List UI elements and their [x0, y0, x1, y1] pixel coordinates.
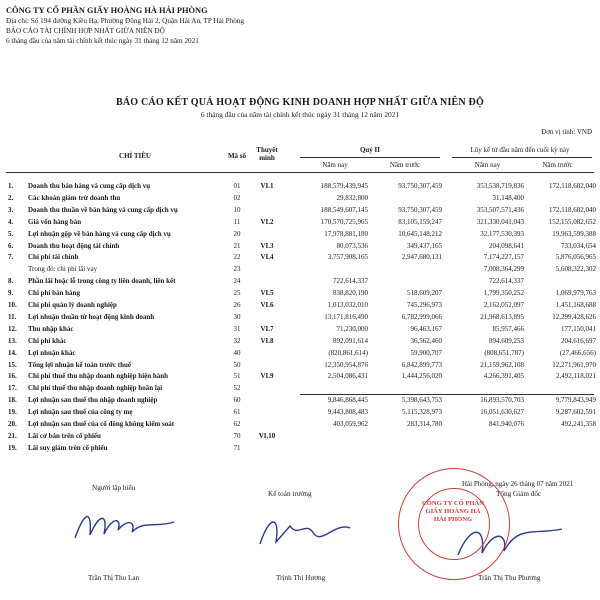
row-note: VI.10 [258, 431, 276, 440]
row-ytd-last-year: 12,271,961,970 [552, 360, 596, 369]
row-ytd-this-year: (808,651,787) [484, 348, 524, 357]
row-number: 10. [8, 301, 17, 309]
col-q-this-year: Năm nay [322, 161, 348, 169]
row-quarter-this-year: 9,846,868,445 [327, 396, 368, 405]
row-label: Chi phí khác [28, 336, 67, 345]
row-quarter-last-year: 349,437,165 [407, 241, 442, 250]
row-ytd-this-year: 21,159,962,108 [480, 360, 524, 369]
row-code: 61 [233, 408, 241, 417]
row-code: 62 [233, 420, 241, 428]
row-code: 60 [233, 396, 241, 405]
preparer-name: Trần Thị Thu Lan [88, 574, 140, 582]
row-ytd-this-year: 321,330,041,043 [476, 217, 524, 226]
sign-date: Hải Phòng, ngày 26 tháng 07 năm 2021 [462, 480, 574, 488]
row-ytd-last-year: 492,241,358 [561, 420, 596, 428]
row-ytd-this-year: 353,538,719,836 [476, 182, 524, 190]
row-ytd-this-year: 722,614,337 [489, 277, 524, 286]
row-quarter-this-year: 403,059,962 [333, 420, 368, 428]
row-number: 12. [8, 324, 17, 333]
row-quarter-last-year: 6,782,999,066 [401, 312, 442, 321]
col-code: Mã số [227, 152, 247, 160]
row-code: 71 [233, 443, 241, 452]
row-code: 50 [233, 360, 241, 369]
row-ytd-last-year: 1,069,979,763 [555, 289, 596, 298]
row-quarter-this-year: 2,504,086,431 [327, 372, 368, 381]
row-quarter-last-year: 93,750,307,459 [398, 182, 442, 190]
row-code: 26 [233, 301, 241, 309]
row-number: 7. [8, 253, 14, 262]
row-quarter-this-year: 12,350,954,876 [324, 360, 368, 369]
row-label: Chi phí tài chính [28, 253, 79, 262]
row-quarter-last-year: 518,609,207 [407, 289, 442, 298]
row-ytd-this-year: 353,507,571,436 [476, 205, 524, 214]
company-name: CÔNG TY CỔ PHẦN GIẤY HOÀNG HÀ HẢI PHÒNG [6, 6, 208, 15]
row-number: 20. [8, 420, 17, 428]
row-note: VI.2 [260, 217, 274, 226]
row-label: Giá vốn hàng bán [28, 217, 82, 226]
row-number: 3. [8, 205, 14, 214]
row-ytd-this-year: 85,957,466 [492, 324, 524, 333]
row-quarter-this-year: 3,757,908,165 [327, 253, 368, 262]
col-note: Thuyết minh [256, 146, 278, 162]
row-quarter-this-year: (820,861,614) [328, 348, 368, 357]
col-quarter: Quý II [359, 146, 381, 154]
director-title: Tổng Giám đốc [496, 490, 542, 498]
row-quarter-last-year: 283,314,780 [407, 420, 442, 428]
col-y-last-year: Năm trước [542, 161, 573, 169]
row-quarter-this-year: 722,614,337 [333, 277, 368, 286]
row-label: Lãi suy giảm trên cổ phiếu [28, 443, 108, 452]
row-number: 17. [8, 384, 17, 393]
row-number: 14. [8, 348, 17, 357]
row-quarter-this-year: 188,579,439,945 [320, 182, 368, 190]
row-number: 19. [8, 408, 17, 417]
row-quarter-this-year: 17,978,881,180 [324, 229, 368, 238]
row-ytd-this-year: 31,148,400 [492, 193, 524, 202]
row-code: 02 [233, 193, 241, 202]
row-quarter-last-year: 36,562,460 [410, 336, 442, 345]
row-label: Lợi nhuận sau thuế của công ty mẹ [28, 408, 133, 417]
row-label: Doanh thu bán hàng và cung cấp dịch vụ [28, 182, 151, 190]
col-y-this-year: Năm nay [474, 161, 501, 169]
col-ytd: Lũy kế từ đầu năm đến cuối kỳ này [470, 146, 570, 154]
row-label: Lợi nhuận thuần từ hoạt động kinh doanh [28, 312, 155, 321]
row-quarter-last-year: 2,947,680,131 [401, 253, 442, 262]
row-ytd-this-year: 21,968,613,895 [480, 312, 524, 321]
row-quarter-last-year: 83,105,159,247 [398, 217, 442, 226]
row-note: VI.3 [260, 241, 274, 250]
row-code: 31 [233, 324, 241, 333]
row-ytd-last-year: 1,451,168,688 [555, 301, 596, 309]
row-ytd-this-year: 2,162,052,097 [483, 301, 524, 309]
row-ytd-last-year: 12,299,428,626 [552, 312, 596, 321]
page-subtitle: 6 tháng đầu của năm tài chính kết thúc ngày 31 tháng 12 năm 2021 [200, 110, 400, 119]
row-quarter-this-year: 29,832,800 [336, 193, 368, 202]
row-number: 5. [8, 229, 14, 238]
accountant-signature [250, 508, 360, 553]
row-quarter-last-year: 96,463,167 [410, 324, 442, 333]
row-quarter-this-year: 838,820,190 [333, 289, 368, 298]
row-ytd-last-year: 9,779,843,949 [555, 396, 596, 405]
row-quarter-this-year: 170,570,725,965 [320, 217, 368, 226]
row-quarter-last-year: 5,398,643,753 [401, 396, 442, 405]
row-label: Doanh thu hoạt động tài chính [28, 241, 120, 250]
row-number: 13. [8, 336, 17, 345]
row-ytd-this-year: 16,893,570,703 [480, 396, 524, 405]
row-label: Lãi cơ bản trên cổ phiếu [28, 431, 101, 440]
row-quarter-last-year: 6,842,899,773 [401, 360, 442, 369]
row-number: 16. [8, 372, 17, 381]
currency-unit: Đơn vị tính: VND [541, 128, 592, 136]
divider [452, 157, 592, 158]
company-stamp-inner [418, 488, 490, 560]
row-code: 32 [233, 336, 241, 345]
row-label: Chi phí thuế thu nhập doanh nghiệp hoãn lại [28, 384, 163, 393]
row-number: 8. [8, 277, 14, 286]
row-code: 23 [233, 265, 241, 274]
row-ytd-last-year: 172,118,682,040 [549, 182, 596, 190]
header-rule [6, 172, 594, 173]
row-number: 21. [8, 431, 17, 440]
row-ytd-this-year: 7,174,227,157 [483, 253, 524, 262]
accountant-name: Trịnh Thị Hương [276, 574, 326, 582]
report-period: 6 tháng đầu của năm tài chính kết thúc ngày 31 tháng 12 năm 2021 [6, 37, 199, 45]
row-code: 22 [233, 253, 241, 262]
row-code: 01 [233, 182, 241, 190]
row-number: 1. [8, 182, 14, 190]
preparer-title: Người lập biểu [92, 484, 136, 492]
row-label: Thu nhập khác [28, 324, 74, 333]
accountant-title: Kế toán trưởng [268, 490, 312, 498]
page-title: BÁO CÁO KẾT QUẢ HOẠT ĐỘNG KINH DOANH HỢP NHẤT GIỮA NIÊN ĐỘ [116, 97, 484, 108]
row-ytd-this-year: 204,098,641 [489, 241, 524, 250]
row-number: 19. [8, 443, 17, 452]
row-quarter-this-year: 9,443,808,483 [327, 408, 368, 417]
row-label: Chi phí bán hàng [28, 289, 80, 298]
row-quarter-this-year: 80,073,536 [336, 241, 368, 250]
stamp-text: CÔNG TY CỔ PHẦN GIẤY HOÀNG HÀ HẢI PHÒNG [421, 500, 485, 523]
row-quarter-last-year: 59,900,707 [410, 348, 442, 357]
row-quarter-last-year: 1,444,256,020 [401, 372, 442, 381]
row-label: Các khoản giảm trừ doanh thu [28, 193, 121, 202]
row-code: 70 [233, 431, 241, 440]
row-number: 15. [8, 360, 17, 369]
row-code: 21 [233, 241, 241, 250]
row-ytd-last-year: 733,034,654 [561, 241, 596, 250]
row-ytd-last-year: 19,963,599,388 [552, 229, 596, 238]
row-quarter-last-year: 745,296,973 [407, 301, 442, 309]
row-ytd-last-year: 152,155,082,652 [548, 217, 596, 226]
row-label: Doanh thu thuần về bán hàng và cung cấp dịch vụ [28, 205, 178, 214]
row-ytd-last-year: 2,492,118,021 [556, 372, 596, 381]
row-number: 4. [8, 217, 14, 226]
row-ytd-this-year: 841,940,076 [489, 420, 524, 428]
row-number: 9. [8, 289, 14, 298]
row-note: VI.8 [260, 336, 274, 345]
row-number: 2. [8, 193, 14, 202]
row-note: VI.6 [260, 301, 274, 309]
row-number: 11. [8, 312, 17, 321]
row-ytd-last-year: 177,150,041 [561, 324, 596, 333]
row-number: 6. [8, 241, 14, 250]
row-quarter-this-year: 1,013,032,010 [327, 301, 368, 309]
row-quarter-last-year: 93,750,307,459 [398, 205, 442, 214]
row-quarter-this-year: 892,091,614 [333, 336, 368, 345]
row-quarter-this-year: 13,171,816,490 [324, 312, 368, 321]
row-ytd-last-year: 5,876,056,965 [555, 253, 596, 262]
row-ytd-this-year: 7,008,364,299 [483, 265, 524, 274]
divider [300, 157, 440, 158]
row-code: 40 [233, 348, 241, 357]
row-number: 18. [8, 396, 17, 405]
row-ytd-this-year: 32,177,530,393 [480, 229, 524, 238]
col-indicator: CHỈ TIÊU [119, 152, 151, 160]
row-note: VI.5 [260, 289, 274, 298]
row-label: Phần lãi hoặc lỗ trong công ty liên doanh, liên kết [28, 277, 176, 286]
row-code: 20 [233, 229, 241, 238]
row-label: Chi phí quản lý doanh nghiệp [28, 301, 117, 309]
row-label: Lợi nhuận gộp về bán hàng và cung cấp dịch vụ [28, 229, 171, 238]
row-ytd-this-year: 16,051,630,627 [480, 408, 524, 417]
row-ytd-this-year: 1,799,350,252 [483, 289, 524, 298]
director-name: Trần Thị Thu Phương [478, 574, 541, 582]
preparer-signature [70, 500, 180, 545]
row-label: Lợi nhuận sau thuế thu nhập doanh nghiệp [28, 396, 158, 405]
row-ytd-this-year: 4,266,391,405 [483, 372, 524, 381]
row-quarter-this-year: 71,230,000 [336, 324, 368, 333]
row-ytd-this-year: 894,609,253 [489, 336, 524, 345]
col-q-last-year: Năm trước [389, 161, 421, 169]
row-note: VI.9 [260, 372, 274, 381]
company-address: Địa chỉ: Số 194 đường Kiều Hạ, Phường Đông Hải 2, Quận Hải An, TP Hải Phòng [6, 17, 244, 25]
row-label: Lợi nhuận khác [28, 348, 76, 357]
row-ytd-last-year: 204,616,697 [561, 336, 596, 345]
row-code: 25 [233, 289, 241, 298]
row-ytd-last-year: (27,466,656) [559, 348, 596, 357]
row-note: VI.1 [260, 182, 274, 190]
row-ytd-last-year: 5,608,322,302 [555, 265, 596, 274]
row-code: 10 [233, 205, 241, 214]
row-code: 11 [233, 217, 241, 226]
row-label: Lợi nhuận sau thuế của cổ đông không kiểm soát [28, 420, 175, 428]
row-quarter-last-year: 10,645,148,212 [398, 229, 442, 238]
row-ytd-last-year: 9,287,602,591 [555, 408, 596, 417]
row-ytd-last-year: 172,118,682,040 [549, 205, 596, 214]
divider [300, 394, 594, 395]
report-name: BÁO CÁO TÀI CHÍNH HỢP NHẤT GIỮA NIÊN ĐỘ [6, 27, 165, 35]
row-note: VI.4 [260, 253, 274, 262]
row-label: Trong đó: chi phí lãi vay [28, 265, 98, 274]
row-code: 24 [233, 277, 241, 286]
row-code: 51 [233, 372, 241, 381]
row-label: Tổng lợi nhuận kế toán trước thuế [28, 360, 131, 369]
row-label: Chi phí thuế thu nhập doanh nghiệp hiện hành [28, 372, 169, 381]
row-code: 52 [233, 384, 241, 393]
row-code: 30 [233, 312, 241, 321]
row-quarter-this-year: 188,549,607,145 [320, 205, 368, 214]
row-note: VI.7 [260, 324, 274, 333]
row-quarter-last-year: 5,115,328,973 [402, 408, 442, 417]
